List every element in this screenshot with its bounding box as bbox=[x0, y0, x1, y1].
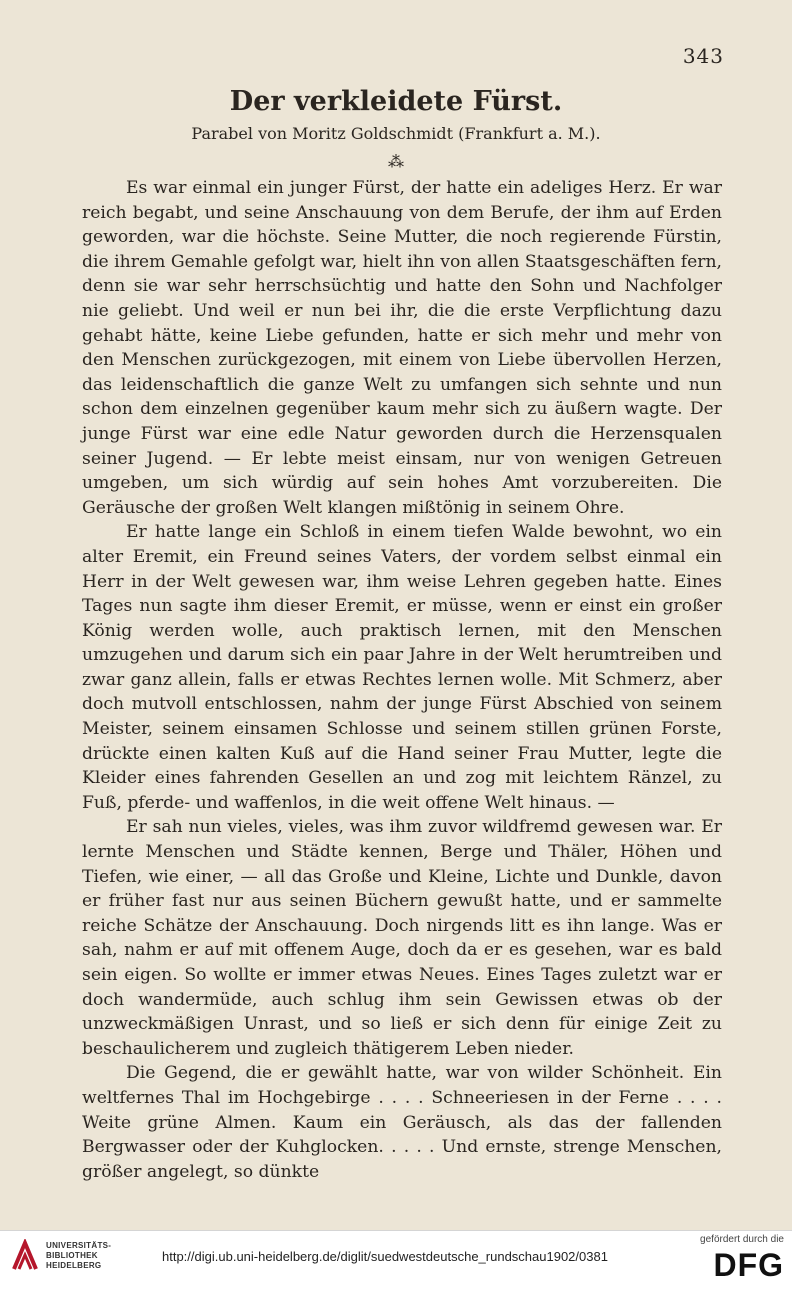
ub-heidelberg-logo-icon bbox=[10, 1239, 40, 1273]
library-name-line3: HEIDELBERG bbox=[46, 1261, 102, 1270]
paragraph: Die Gegend, die er gewählt hatte, war von wilder Schönheit. Ein weltfernes Thal im Hochgebirge . . . . Schneeriesen in der Ferne . . . . Weite grüne Almen. Kaum ein Geräusch, als das der fallenden Bergwasser oder der Kuhglocken. . . . . Und ernste, strenge Menschen, größer angelegt, so dünkte bbox=[82, 1063, 722, 1182]
paragraph: Er hatte lange ein Schloß in einem tiefen Walde bewohnt, wo ein alter Eremit, ein Freund seines Vaters, der vordem selbst einmal ein Herr in der Welt gewesen war, ihm weise Lehren gegeben hatte. Eines Tages nun sagte ihm dieser Eremit, er müsse, wenn er einst ein großer König werden wolle, auch praktisch lernen, mit den Menschen umzugehen und darum sich ein paar Jahre in der Welt herumtreiben und zwar ganz allein, falls er etwas Rechtes lernen wolle. Mit Schmerz, aber doch mutvoll entschlossen, nahm der junge Fürst Abschied von seinem Meister, seinem einsamen Schlosse und seinem stillen grünen Forste, drückte einen kalten Kuß auf die Hand seiner Frau Mutter, legte die Kleider eines fahrenden Gesellen an und zog mit leichtem Ränzel, zu Fuß, pferde- und waffenlos, in die weit offene Welt hinaus. — bbox=[82, 522, 722, 813]
permalink-url[interactable]: http://digi.ub.uni-heidelberg.de/diglit/suedwestdeutsche_rundschau1902/0381 bbox=[162, 1249, 608, 1264]
footer-bar bbox=[0, 1230, 792, 1290]
article-title: Der verkleidete Fürst. bbox=[229, 86, 563, 117]
article-subtitle: Parabel von Moritz Goldschmidt (Frankfurt a. M.). bbox=[191, 124, 601, 143]
dfg-logo[interactable]: DFG bbox=[713, 1247, 784, 1283]
library-name-line2: BIBLIOTHEK bbox=[46, 1251, 98, 1260]
article-body bbox=[82, 176, 722, 1184]
paragraph: Er sah nun vieles, vieles, was ihm zuvor wildfremd gewesen war. Er lernte Menschen und Städte kennen, Berge und Thäler, Höhen und Tiefen, wie einer, — all das Große und Kleine, Lichte und Dunkle, davon er früher fast nur aus seinen Büchern gewußt hatte, und er sammelte reiche Schätze der Anschauung. Doch nirgends litt es ihn lange. Was er sah, nahm er auf mit offenem Auge, doch da er es gesehen, war es bald sein eigen. So wollte er immer etwas Neues. Eines Tages zuletzt war er doch wandermüde, auch schlug ihm sein Gewissen etwas ob der unzweckmäßigen Unrast, und so ließ er sich denn für einige Zeit zu beschaulicherem und zugleich thätigerem Leben nieder. bbox=[82, 817, 722, 1059]
page-number: 343 bbox=[682, 44, 724, 68]
paragraph: Es war einmal ein junger Fürst, der hatte ein adeliges Herz. Er war reich begabt, und seine Anschauung von dem Berufe, der ihm auf Erden geworden, war die höchste. Seine Mutter, die noch regierende Fürstin, die ihrem Gemahle gefolgt war, hielt ihn von allen Staatsgeschäften fern, denn sie war sehr herrschsüchtig und hatte den Sohn und Nachfolger nie geliebt. Und weil er nun bei ihr, die die erste Verpflichtung dazu gehabt hätte, keine Liebe gefunden, hatte er sich mehr und mehr von den Menschen zurückgezogen, mit einem von Liebe übervollen Herzen, das leidenschaftlich die ganze Welt zu umfangen sich sehnte und nun schon dem einzelnen gegenüber kaum mehr sich zu äußern wagte. Der junge Fürst war eine edle Natur geworden durch die Herzensqualen seiner Jugend. — Er lebte meist einsam, nur von wenigen Getreuen umgeben, um sich würdig auf sein hohes Amt vorzubereiten. Die Geräusche der großen Welt klangen mißtönig in seinem Ohre. bbox=[82, 178, 722, 518]
funder-caption: gefördert durch die bbox=[700, 1234, 784, 1245]
library-logo[interactable] bbox=[10, 1239, 111, 1273]
ornament-divider: ⁂ bbox=[388, 152, 404, 171]
library-name-line1: UNIVERSITÄTS- bbox=[46, 1241, 112, 1250]
